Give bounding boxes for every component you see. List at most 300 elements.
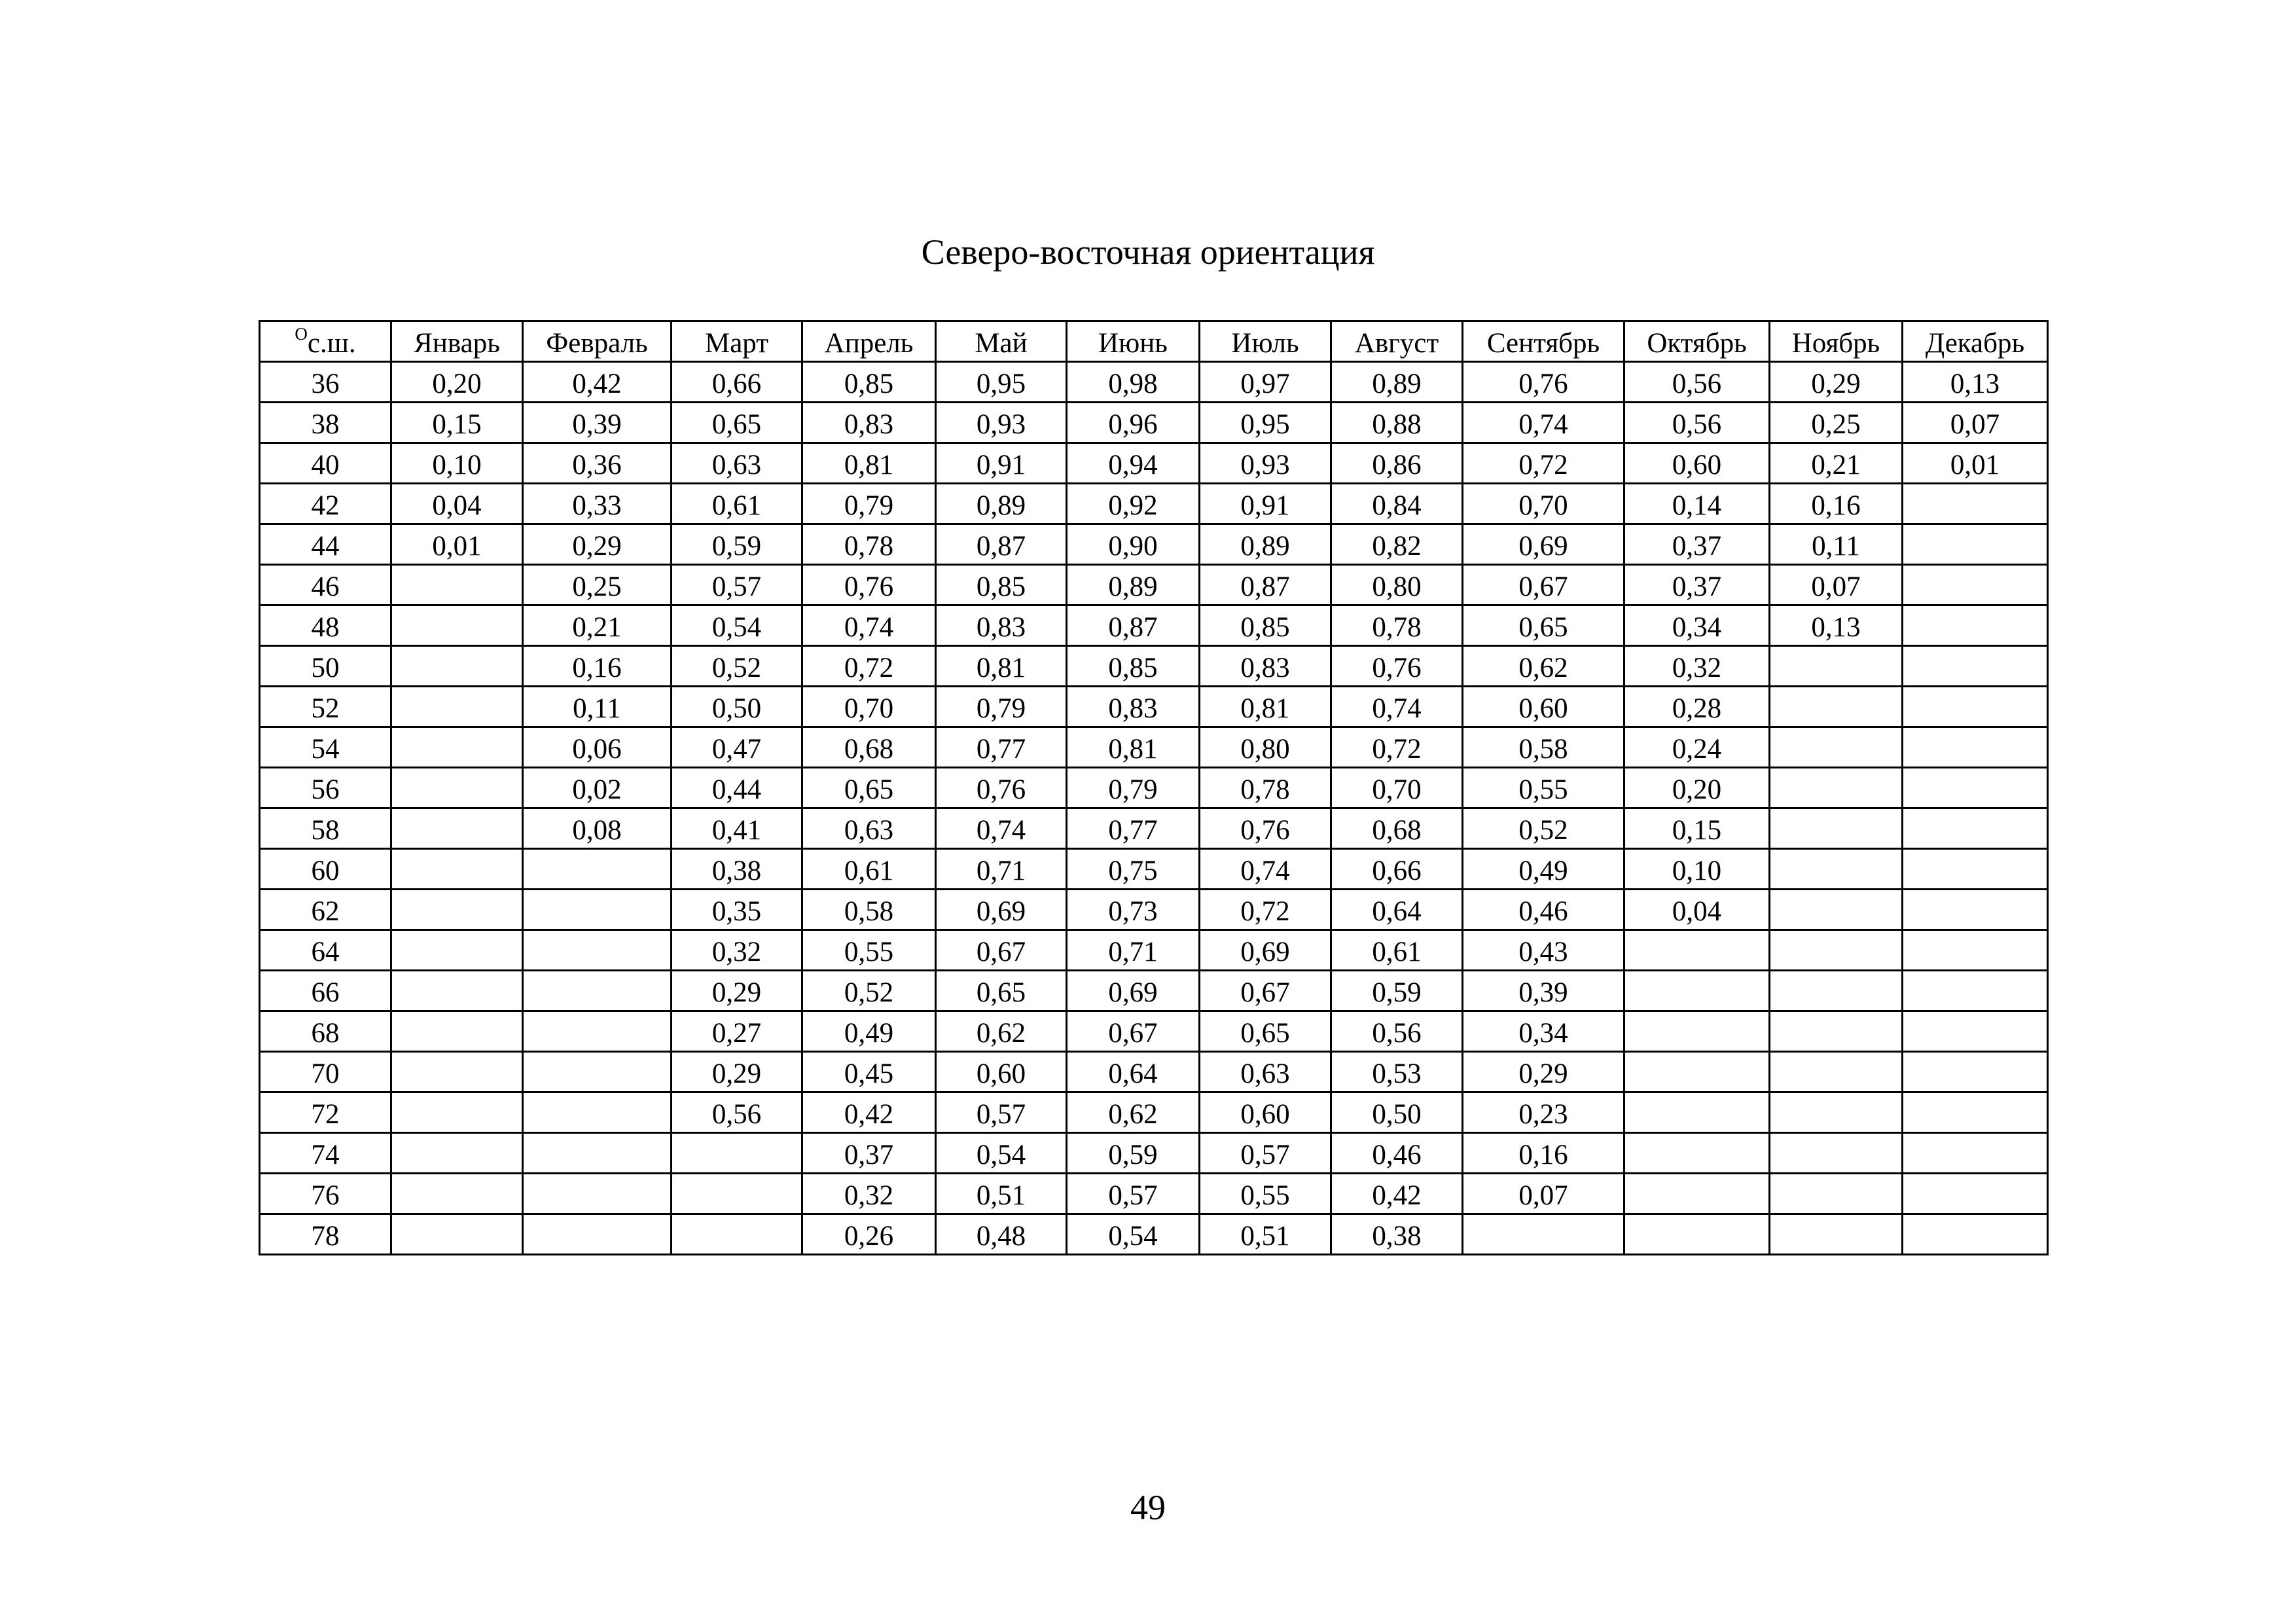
- value-cell: 0,91: [936, 443, 1067, 484]
- value-cell: [1770, 1011, 1903, 1052]
- value-cell: 0,50: [1331, 1092, 1463, 1133]
- value-cell: 0,65: [1200, 1011, 1331, 1052]
- table-row: [260, 1214, 2048, 1255]
- value-cell: [672, 1133, 802, 1174]
- latitude-cell: 64: [260, 930, 391, 971]
- table-row: [260, 687, 2048, 727]
- value-cell: 0,74: [1463, 403, 1624, 443]
- value-cell: [1903, 930, 2048, 971]
- latitude-cell: 62: [260, 890, 391, 930]
- value-cell: [1770, 687, 1903, 727]
- month-header: Апрель: [802, 321, 936, 362]
- latitude-header-label: с.ш.: [307, 328, 356, 359]
- value-cell: 0,29: [1770, 362, 1903, 403]
- latitude-cell: 44: [260, 524, 391, 565]
- value-cell: 0,94: [1067, 443, 1200, 484]
- value-cell: 0,71: [936, 849, 1067, 890]
- value-cell: [391, 890, 523, 930]
- latitude-cell: 74: [260, 1133, 391, 1174]
- value-cell: [1903, 687, 2048, 727]
- value-cell: 0,61: [672, 484, 802, 524]
- value-cell: 0,11: [1770, 524, 1903, 565]
- latitude-cell: 58: [260, 808, 391, 849]
- value-cell: [523, 849, 672, 890]
- value-cell: 0,72: [1463, 443, 1624, 484]
- month-header: Октябрь: [1624, 321, 1770, 362]
- value-cell: 0,53: [1331, 1052, 1463, 1092]
- value-cell: 0,04: [1624, 890, 1770, 930]
- value-cell: [1903, 1011, 2048, 1052]
- value-cell: 0,65: [936, 971, 1067, 1011]
- value-cell: 0,59: [1067, 1133, 1200, 1174]
- value-cell: 0,90: [1067, 524, 1200, 565]
- value-cell: 0,37: [1624, 565, 1770, 605]
- value-cell: 0,42: [523, 362, 672, 403]
- value-cell: [1903, 524, 2048, 565]
- value-cell: [391, 971, 523, 1011]
- value-cell: [1903, 605, 2048, 646]
- value-cell: 0,04: [391, 484, 523, 524]
- value-cell: 0,72: [802, 646, 936, 687]
- value-cell: [1770, 727, 1903, 768]
- value-cell: 0,55: [1463, 768, 1624, 808]
- value-cell: 0,37: [1624, 524, 1770, 565]
- latitude-cell: 66: [260, 971, 391, 1011]
- table-row: [260, 1133, 2048, 1174]
- value-cell: 0,74: [1200, 849, 1331, 890]
- value-cell: 0,44: [672, 768, 802, 808]
- value-cell: 0,59: [1331, 971, 1463, 1011]
- table-row: [260, 443, 2048, 484]
- latitude-cell: 60: [260, 849, 391, 890]
- value-cell: 0,76: [802, 565, 936, 605]
- latitude-header: [260, 321, 391, 362]
- value-cell: 0,27: [672, 1011, 802, 1052]
- value-cell: 0,88: [1331, 403, 1463, 443]
- value-cell: 0,95: [1200, 403, 1331, 443]
- value-cell: [1903, 565, 2048, 605]
- value-cell: [1903, 1214, 2048, 1255]
- value-cell: 0,25: [523, 565, 672, 605]
- value-cell: [391, 1052, 523, 1092]
- value-cell: 0,07: [1903, 403, 2048, 443]
- value-cell: 0,65: [1463, 605, 1624, 646]
- value-cell: [523, 1133, 672, 1174]
- value-cell: 0,83: [1200, 646, 1331, 687]
- value-cell: 0,96: [1067, 403, 1200, 443]
- value-cell: 0,14: [1624, 484, 1770, 524]
- value-cell: 0,74: [802, 605, 936, 646]
- month-header: Июль: [1200, 321, 1331, 362]
- value-cell: [523, 1174, 672, 1214]
- value-cell: 0,07: [1463, 1174, 1624, 1214]
- value-cell: 0,62: [1067, 1092, 1200, 1133]
- value-cell: 0,37: [802, 1133, 936, 1174]
- value-cell: 0,83: [936, 605, 1067, 646]
- value-cell: 0,67: [1200, 971, 1331, 1011]
- value-cell: 0,63: [802, 808, 936, 849]
- value-cell: [1624, 1092, 1770, 1133]
- latitude-cell: 46: [260, 565, 391, 605]
- value-cell: 0,77: [1067, 808, 1200, 849]
- value-cell: [1624, 971, 1770, 1011]
- value-cell: [391, 1092, 523, 1133]
- value-cell: 0,57: [672, 565, 802, 605]
- value-cell: 0,78: [802, 524, 936, 565]
- table-row: [260, 524, 2048, 565]
- value-cell: [1903, 971, 2048, 1011]
- value-cell: 0,67: [936, 930, 1067, 971]
- value-cell: 0,78: [1200, 768, 1331, 808]
- value-cell: 0,89: [1331, 362, 1463, 403]
- value-cell: 0,61: [802, 849, 936, 890]
- value-cell: 0,42: [802, 1092, 936, 1133]
- value-cell: [1624, 930, 1770, 971]
- value-cell: 0,06: [523, 727, 672, 768]
- value-cell: [523, 890, 672, 930]
- value-cell: 0,81: [1200, 687, 1331, 727]
- value-cell: 0,70: [1331, 768, 1463, 808]
- value-cell: 0,41: [672, 808, 802, 849]
- value-cell: 0,89: [936, 484, 1067, 524]
- value-cell: [1624, 1052, 1770, 1092]
- value-cell: 0,42: [1331, 1174, 1463, 1214]
- value-cell: [1770, 1092, 1903, 1133]
- value-cell: 0,39: [523, 403, 672, 443]
- value-cell: 0,78: [1331, 605, 1463, 646]
- value-cell: 0,76: [1463, 362, 1624, 403]
- value-cell: 0,21: [1770, 443, 1903, 484]
- value-cell: 0,24: [1624, 727, 1770, 768]
- value-cell: 0,81: [1067, 727, 1200, 768]
- value-cell: [391, 808, 523, 849]
- value-cell: 0,34: [1624, 605, 1770, 646]
- value-cell: 0,87: [1200, 565, 1331, 605]
- table-header-row: [260, 321, 2048, 362]
- value-cell: 0,29: [1463, 1052, 1624, 1092]
- value-cell: 0,80: [1331, 565, 1463, 605]
- latitude-cell: 36: [260, 362, 391, 403]
- value-cell: [391, 1214, 523, 1255]
- value-cell: 0,75: [1067, 849, 1200, 890]
- value-cell: [523, 1214, 672, 1255]
- value-cell: 0,13: [1903, 362, 2048, 403]
- value-cell: 0,51: [1200, 1214, 1331, 1255]
- table-row: [260, 808, 2048, 849]
- value-cell: 0,38: [1331, 1214, 1463, 1255]
- value-cell: 0,69: [1463, 524, 1624, 565]
- value-cell: 0,57: [936, 1092, 1067, 1133]
- value-cell: 0,21: [523, 605, 672, 646]
- value-cell: 0,66: [1331, 849, 1463, 890]
- value-cell: 0,85: [1200, 605, 1331, 646]
- value-cell: 0,60: [1463, 687, 1624, 727]
- value-cell: [1903, 890, 2048, 930]
- month-header: Август: [1331, 321, 1463, 362]
- value-cell: 0,13: [1770, 605, 1903, 646]
- value-cell: 0,11: [523, 687, 672, 727]
- value-cell: 0,29: [523, 524, 672, 565]
- value-cell: 0,58: [802, 890, 936, 930]
- value-cell: 0,86: [1331, 443, 1463, 484]
- value-cell: [1903, 768, 2048, 808]
- value-cell: [523, 930, 672, 971]
- value-cell: 0,83: [1067, 687, 1200, 727]
- value-cell: 0,64: [1067, 1052, 1200, 1092]
- latitude-cell: 68: [260, 1011, 391, 1052]
- value-cell: 0,45: [802, 1052, 936, 1092]
- month-header: Февраль: [523, 321, 672, 362]
- latitude-cell: 48: [260, 605, 391, 646]
- value-cell: [1770, 808, 1903, 849]
- value-cell: 0,91: [1200, 484, 1331, 524]
- value-cell: 0,46: [1331, 1133, 1463, 1174]
- value-cell: 0,69: [1200, 930, 1331, 971]
- value-cell: 0,67: [1463, 565, 1624, 605]
- value-cell: 0,69: [1067, 971, 1200, 1011]
- value-cell: 0,68: [802, 727, 936, 768]
- value-cell: 0,85: [1067, 646, 1200, 687]
- value-cell: 0,52: [672, 646, 802, 687]
- value-cell: 0,85: [802, 362, 936, 403]
- value-cell: 0,62: [936, 1011, 1067, 1052]
- value-cell: [1770, 1214, 1903, 1255]
- month-header: Январь: [391, 321, 523, 362]
- value-cell: 0,28: [1624, 687, 1770, 727]
- table-row: [260, 971, 2048, 1011]
- month-header: Сентябрь: [1463, 321, 1624, 362]
- value-cell: 0,54: [936, 1133, 1067, 1174]
- value-cell: [1770, 768, 1903, 808]
- value-cell: 0,25: [1770, 403, 1903, 443]
- value-cell: 0,59: [672, 524, 802, 565]
- table-row: [260, 849, 2048, 890]
- value-cell: [1770, 930, 1903, 971]
- value-cell: [1903, 849, 2048, 890]
- value-cell: 0,26: [802, 1214, 936, 1255]
- latitude-cell: 76: [260, 1174, 391, 1214]
- latitude-cell: 72: [260, 1092, 391, 1133]
- value-cell: 0,57: [1067, 1174, 1200, 1214]
- table-row: [260, 890, 2048, 930]
- value-cell: 0,89: [1200, 524, 1331, 565]
- value-cell: [1624, 1214, 1770, 1255]
- value-cell: [391, 687, 523, 727]
- value-cell: 0,07: [1770, 565, 1903, 605]
- table-row: [260, 646, 2048, 687]
- value-cell: 0,55: [802, 930, 936, 971]
- value-cell: 0,79: [802, 484, 936, 524]
- value-cell: 0,15: [391, 403, 523, 443]
- latitude-cell: 70: [260, 1052, 391, 1092]
- month-header: Декабрь: [1903, 321, 2048, 362]
- table-row: [260, 565, 2048, 605]
- value-cell: [391, 646, 523, 687]
- value-cell: 0,89: [1067, 565, 1200, 605]
- value-cell: 0,76: [1331, 646, 1463, 687]
- value-cell: 0,52: [802, 971, 936, 1011]
- value-cell: 0,82: [1331, 524, 1463, 565]
- value-cell: 0,36: [523, 443, 672, 484]
- month-header: Июнь: [1067, 321, 1200, 362]
- table-row: [260, 605, 2048, 646]
- table-row: [260, 1174, 2048, 1214]
- value-cell: 0,08: [523, 808, 672, 849]
- value-cell: 0,98: [1067, 362, 1200, 403]
- value-cell: 0,35: [672, 890, 802, 930]
- value-cell: [1770, 1174, 1903, 1214]
- value-cell: 0,85: [936, 565, 1067, 605]
- value-cell: [1903, 646, 2048, 687]
- value-cell: 0,74: [1331, 687, 1463, 727]
- latitude-cell: 50: [260, 646, 391, 687]
- value-cell: 0,15: [1624, 808, 1770, 849]
- value-cell: 0,51: [936, 1174, 1067, 1214]
- value-cell: 0,70: [1463, 484, 1624, 524]
- value-cell: [1903, 1133, 2048, 1174]
- value-cell: 0,16: [1770, 484, 1903, 524]
- value-cell: [391, 565, 523, 605]
- value-cell: 0,64: [1331, 890, 1463, 930]
- value-cell: [1770, 890, 1903, 930]
- table-row: [260, 403, 2048, 443]
- value-cell: 0,60: [936, 1052, 1067, 1092]
- value-cell: 0,68: [1331, 808, 1463, 849]
- value-cell: [1770, 849, 1903, 890]
- value-cell: 0,63: [1200, 1052, 1331, 1092]
- value-cell: 0,10: [391, 443, 523, 484]
- month-header: Май: [936, 321, 1067, 362]
- value-cell: [672, 1174, 802, 1214]
- page-number: 49: [1130, 1488, 1166, 1527]
- value-cell: 0,84: [1331, 484, 1463, 524]
- value-cell: 0,77: [936, 727, 1067, 768]
- value-cell: 0,33: [523, 484, 672, 524]
- value-cell: 0,81: [936, 646, 1067, 687]
- value-cell: 0,72: [1200, 890, 1331, 930]
- value-cell: 0,32: [802, 1174, 936, 1214]
- value-cell: 0,49: [802, 1011, 936, 1052]
- latitude-cell: 42: [260, 484, 391, 524]
- value-cell: 0,65: [802, 768, 936, 808]
- value-cell: [391, 1133, 523, 1174]
- table-row: [260, 362, 2048, 403]
- value-cell: 0,52: [1463, 808, 1624, 849]
- value-cell: [672, 1214, 802, 1255]
- value-cell: 0,79: [1067, 768, 1200, 808]
- value-cell: 0,97: [1200, 362, 1331, 403]
- value-cell: 0,58: [1463, 727, 1624, 768]
- value-cell: [391, 849, 523, 890]
- value-cell: 0,50: [672, 687, 802, 727]
- latitude-cell: 56: [260, 768, 391, 808]
- value-cell: 0,67: [1067, 1011, 1200, 1052]
- degree-mark: O: [295, 323, 308, 344]
- value-cell: 0,56: [1624, 362, 1770, 403]
- value-cell: [1770, 1052, 1903, 1092]
- value-cell: 0,49: [1463, 849, 1624, 890]
- value-cell: 0,29: [672, 1052, 802, 1092]
- value-cell: 0,32: [672, 930, 802, 971]
- value-cell: 0,60: [1200, 1092, 1331, 1133]
- table-row: [260, 727, 2048, 768]
- latitude-cell: 40: [260, 443, 391, 484]
- value-cell: 0,20: [391, 362, 523, 403]
- value-cell: [523, 1052, 672, 1092]
- value-cell: [1624, 1133, 1770, 1174]
- value-cell: 0,79: [936, 687, 1067, 727]
- latitude-cell: 38: [260, 403, 391, 443]
- value-cell: 0,63: [672, 443, 802, 484]
- value-cell: [1463, 1214, 1624, 1255]
- value-cell: 0,29: [672, 971, 802, 1011]
- value-cell: 0,57: [1200, 1133, 1331, 1174]
- value-cell: [391, 768, 523, 808]
- value-cell: 0,62: [1463, 646, 1624, 687]
- value-cell: 0,74: [936, 808, 1067, 849]
- latitude-cell: 52: [260, 687, 391, 727]
- value-cell: 0,70: [802, 687, 936, 727]
- value-cell: 0,32: [1624, 646, 1770, 687]
- value-cell: 0,71: [1067, 930, 1200, 971]
- value-cell: 0,01: [1903, 443, 2048, 484]
- value-cell: 0,93: [1200, 443, 1331, 484]
- value-cell: [1624, 1011, 1770, 1052]
- value-cell: [391, 1174, 523, 1214]
- value-cell: [523, 971, 672, 1011]
- value-cell: 0,48: [936, 1214, 1067, 1255]
- value-cell: 0,10: [1624, 849, 1770, 890]
- value-cell: 0,38: [672, 849, 802, 890]
- value-cell: 0,80: [1200, 727, 1331, 768]
- value-cell: 0,39: [1463, 971, 1624, 1011]
- value-cell: 0,56: [1624, 403, 1770, 443]
- value-cell: 0,20: [1624, 768, 1770, 808]
- value-cell: [391, 727, 523, 768]
- value-cell: 0,93: [936, 403, 1067, 443]
- value-cell: 0,16: [523, 646, 672, 687]
- value-cell: [1770, 971, 1903, 1011]
- table-row: [260, 1011, 2048, 1052]
- value-cell: 0,34: [1463, 1011, 1624, 1052]
- value-cell: 0,76: [936, 768, 1067, 808]
- value-cell: 0,95: [936, 362, 1067, 403]
- latitude-cell: 78: [260, 1214, 391, 1255]
- value-cell: [391, 605, 523, 646]
- table-body: [260, 362, 2048, 1255]
- value-cell: 0,83: [802, 403, 936, 443]
- value-cell: 0,46: [1463, 890, 1624, 930]
- value-cell: 0,61: [1331, 930, 1463, 971]
- value-cell: 0,56: [672, 1092, 802, 1133]
- value-cell: 0,02: [523, 768, 672, 808]
- latitude-cell: 54: [260, 727, 391, 768]
- value-cell: 0,81: [802, 443, 936, 484]
- table-row: [260, 1052, 2048, 1092]
- value-cell: 0,65: [672, 403, 802, 443]
- value-cell: 0,73: [1067, 890, 1200, 930]
- value-cell: 0,54: [1067, 1214, 1200, 1255]
- month-header: Март: [672, 321, 802, 362]
- value-cell: [1903, 1052, 2048, 1092]
- value-cell: [1770, 646, 1903, 687]
- value-cell: [523, 1011, 672, 1052]
- table-row: [260, 930, 2048, 971]
- value-cell: 0,01: [391, 524, 523, 565]
- value-cell: 0,76: [1200, 808, 1331, 849]
- month-header: Ноябрь: [1770, 321, 1903, 362]
- value-cell: [1903, 1092, 2048, 1133]
